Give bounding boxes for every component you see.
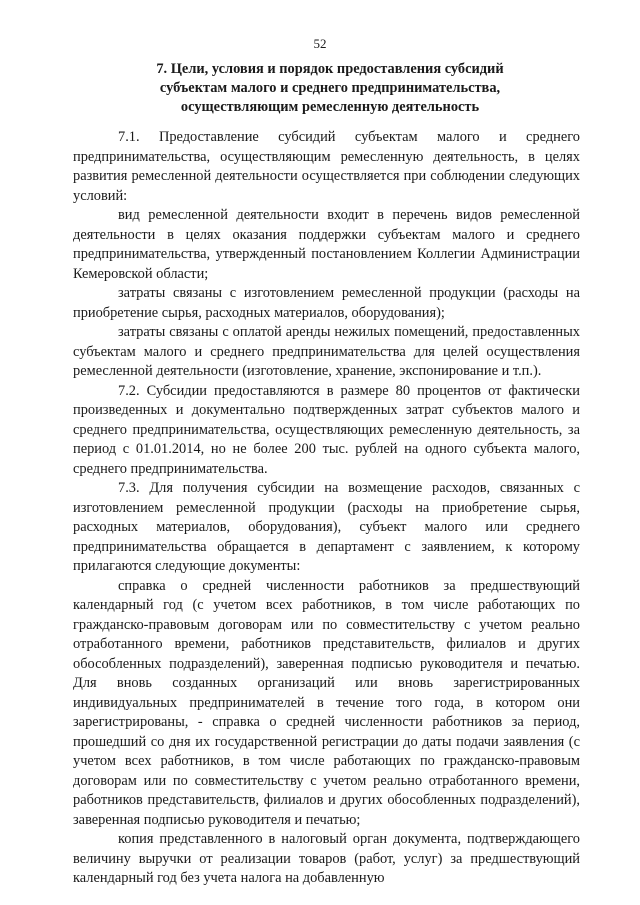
section-title-line: субъектам малого и среднего предпринимательства, [159, 80, 501, 96]
paragraph-tax-document-copy: копия представленного в налоговый орган документа, подтверждающего величину выручки от реализации товаров (работ, услуг) за предшествующий календарный год без учета налога на добавленную [73, 831, 580, 886]
paragraph-7-2: 7.2. Субсидии предоставляются в размере 80 процентов от фактически произведенных и документально подтвержденных затрат субъектов малого и среднего предпринимательства, осуществляющих ремесленную деятельность, за период с 01.01.2014, но не более 200 тыс. рублей на одного субъекта малого, среднего предпринимательства. [73, 382, 580, 477]
document-body [73, 128, 580, 889]
section-title-line: осуществляющим ремесленную деятельность [180, 99, 480, 115]
paragraph-7-3: 7.3. Для получения субсидии на возмещение расходов, связанных с изготовлением ремесленной продукции (расходы на приобретение сырья, расходных материалов, оборудования), субъект малого или среднего предпринимательства обращается в департамент с заявлением, к которому прилагаются следующие документы: [73, 480, 580, 574]
paragraph-7-1: 7.1. Предоставление субсидий субъектам малого и среднего предпринимательства, осуществляющим ремесленную деятельность, в целях развития ремесленной деятельности осуществляется при соблюдении следующих условий: [73, 129, 580, 204]
page-number: 52 [313, 36, 327, 51]
paragraph-employee-count-certificate: справка о средней численности работников за предшествующий календарный год (с учетом всех работников, в том числе работающих по гражданско-правовым договорам или по совместительству с учетом реально отработанного времени, работников представительств, филиалов и других обособленных подразделений), заверенная подписью руководителя и печатью. Для вновь созданных организаций или вновь зарегистрированных индивидуальных предпринимателей в течение того года, в котором они зарегистрированы, - справка о средней численности работников за период, прошедший со дня их государственной регистрации до даты подачи заявления (с учетом всех работников, в том числе работающих по гражданско-правовым договорам или по совместительству с учетом реально отработанного времени, работников представительств, филиалов и других обособленных подразделений), заверенная подписью руководителя и печатью; [73, 577, 580, 828]
paragraph-condition-production-costs: затраты связаны с изготовлением ремесленной продукции (расходы на приобретение сырья, расходных материалов, оборудования); [73, 285, 580, 321]
paragraph-condition-craft-type: вид ремесленной деятельности входит в перечень видов ремесленной деятельности в целях оказания поддержки субъектам малого и среднего предпринимательства, утвержденный постановлением Коллегии Администрации Кемеровской области; [73, 207, 580, 282]
section-title [100, 60, 560, 117]
section-title-line: 7. Цели, условия и порядок предоставления субсидий [156, 61, 504, 77]
paragraph-condition-rent-costs: затраты связаны с оплатой аренды нежилых помещений, предоставленных субъектам малого и среднего предпринимательства для целей осуществления ремесленной деятельности (изготовление, хранение, экспонирование и т.п.). [73, 324, 580, 379]
